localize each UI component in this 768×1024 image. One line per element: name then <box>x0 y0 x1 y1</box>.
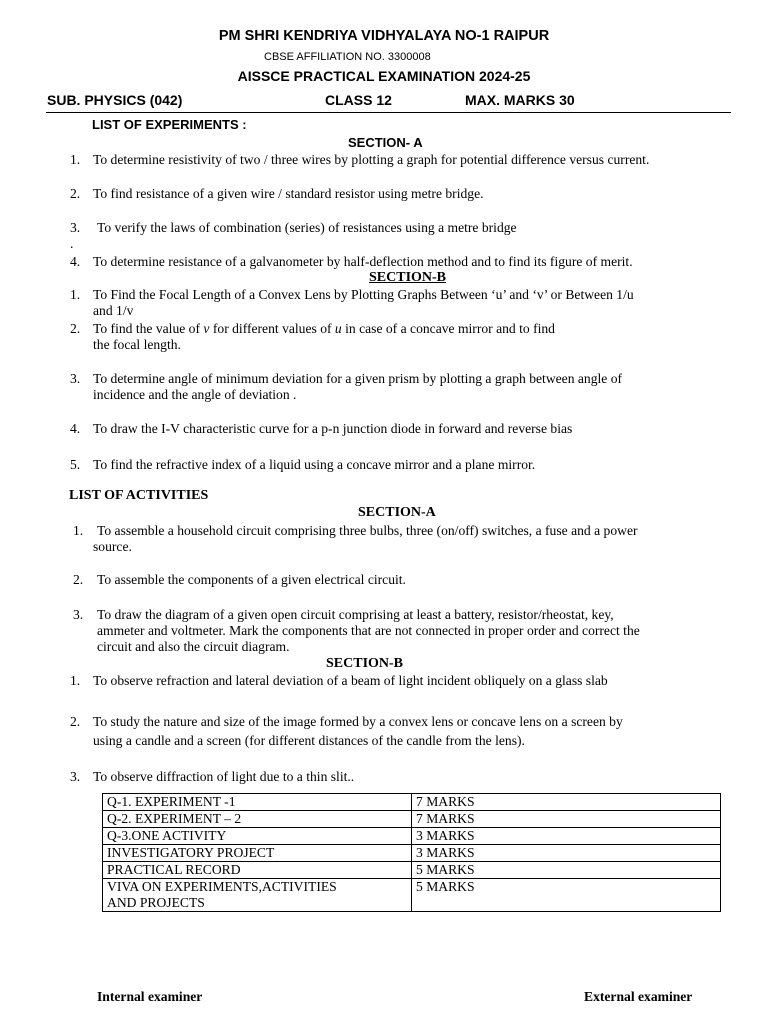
experiments-section-a-title: SECTION- A <box>348 135 423 150</box>
item-text-part: in case of a concave mirror and to find <box>341 321 555 336</box>
item-number: 2. <box>70 321 81 336</box>
item-text: source. <box>93 539 132 554</box>
item-text: To determine resistivity of two / three wires by plotting a graph for potential difference versus current. <box>93 152 650 167</box>
item-text: the focal length. <box>93 337 181 352</box>
subject-label: SUB. PHYSICS (042) <box>47 92 183 108</box>
class-label: CLASS 12 <box>325 92 392 108</box>
table-cell-marks: 5 MARKS <box>412 862 721 879</box>
experiments-heading: LIST OF EXPERIMENTS : <box>92 117 247 132</box>
item-text: To determine angle of minimum deviation for a given prism by plotting a graph between angle of <box>93 371 623 386</box>
item-number: 1. <box>70 152 81 167</box>
item-text: To observe diffraction of light due to a thin slit.. <box>93 769 355 784</box>
table-cell-marks: 3 MARKS <box>412 845 721 862</box>
activities-section-b-title: SECTION-B <box>326 656 404 671</box>
item-number: 1. <box>70 673 81 688</box>
internal-examiner-label: Internal examiner <box>97 989 203 1004</box>
marks-table <box>102 793 721 912</box>
table-row <box>103 811 721 828</box>
list-item <box>73 523 753 557</box>
item-text: and 1/v <box>93 303 134 318</box>
item-text: To find resistance of a given wire / standard resistor using metre bridge. <box>93 186 484 201</box>
list-item <box>70 321 750 355</box>
table-cell-marks: 7 MARKS <box>412 811 721 828</box>
table-cell-item: Q-2. EXPERIMENT – 2 <box>103 811 412 828</box>
list-item <box>70 287 750 321</box>
table-cell-marks: 5 MARKS <box>412 879 721 912</box>
item-text: To observe refraction and lateral deviation of a beam of light incident obliquely on a glass slab <box>93 673 608 688</box>
variable-u: u <box>334 321 342 336</box>
item-text: circuit and also the circuit diagram. <box>97 639 290 654</box>
item-text: To study the nature and size of the image formed by a convex lens or concave lens on a screen by <box>93 714 623 729</box>
exam-title: AISSCE PRACTICAL EXAMINATION 2024-25 <box>237 68 531 84</box>
table-cell-marks: 3 MARKS <box>412 828 721 845</box>
item-number: 1. <box>70 287 81 302</box>
item-text: using a candle and a screen (for different distances of the candle from the lens). <box>93 733 525 748</box>
header-divider <box>46 112 731 113</box>
table-cell-item: Q-1. EXPERIMENT -1 <box>103 794 412 811</box>
variable-v: v <box>203 321 210 336</box>
table-cell-item: PRACTICAL RECORD <box>103 862 412 879</box>
item-number: 3. <box>70 371 81 386</box>
table-cell-marks: 7 MARKS <box>412 794 721 811</box>
affiliation-number: CBSE AFFILIATION NO. 3300008 <box>264 51 431 63</box>
item-text: To Find the Focal Length of a Convex Lens by Plotting Graphs Between ‘u’ and ‘v’ or Between 1/u <box>93 287 634 302</box>
item-number: 3. <box>70 220 81 235</box>
item-text: To find the refractive index of a liquid using a concave mirror and a plane mirror. <box>93 457 536 472</box>
item-number: 2. <box>70 714 81 729</box>
table-row <box>103 879 721 912</box>
item-text-part: for different values of <box>209 321 335 336</box>
item-text: To draw the diagram of a given open circuit comprising at least a battery, resistor/rheostat, key, <box>97 607 614 622</box>
item-text: To determine resistance of a galvanometer by half-deflection method and to find its figure of merit. <box>93 254 633 269</box>
item-number: . <box>70 236 74 251</box>
item-text: To verify the laws of combination (series) of resistances using a metre bridge <box>97 220 517 235</box>
table-row <box>103 845 721 862</box>
item-text-part: To find the value of <box>93 321 204 336</box>
table-cell-line: VIVA ON EXPERIMENTS,ACTIVITIES <box>107 879 337 894</box>
table-cell-item <box>103 879 412 912</box>
item-text: To assemble a household circuit comprising three bulbs, three (on/off) switches, a fuse and a power <box>97 523 638 538</box>
item-number: 4. <box>70 421 81 436</box>
item-number: 3. <box>70 769 81 784</box>
list-item <box>70 371 750 405</box>
item-text: incidence and the angle of deviation . <box>93 387 297 402</box>
table-row <box>103 794 721 811</box>
table-cell-line: AND PROJECTS <box>107 895 205 910</box>
school-name: PM SHRI KENDRIYA VIDHYALAYA NO-1 RAIPUR <box>218 28 550 44</box>
item-text <box>93 321 555 338</box>
item-number: 5. <box>70 457 81 472</box>
activities-section-a-title: SECTION-A <box>358 505 436 520</box>
experiments-section-b-title: SECTION-B <box>369 270 447 285</box>
item-number: 4. <box>70 254 81 269</box>
table-cell-item: Q-3.ONE ACTIVITY <box>103 828 412 845</box>
item-text: To draw the I-V characteristic curve for a p-n junction diode in forward and reverse bias <box>93 421 573 436</box>
item-number: 2. <box>70 186 81 201</box>
max-marks-label: MAX. MARKS 30 <box>465 92 575 108</box>
item-text: To assemble the components of a given electrical circuit. <box>97 572 406 587</box>
item-number: 3. <box>73 607 84 622</box>
list-item <box>73 607 753 657</box>
table-row <box>103 862 721 879</box>
table-cell-item: INVESTIGATORY PROJECT <box>103 845 412 862</box>
activities-heading: LIST OF ACTIVITIES <box>69 488 209 503</box>
table-row <box>103 828 721 845</box>
item-number: 1. <box>73 523 84 538</box>
item-text: ammeter and voltmeter. Mark the components that are not connected in proper order and correct the <box>97 623 640 638</box>
item-number: 2. <box>73 572 84 587</box>
list-item <box>70 712 750 750</box>
external-examiner-label: External examiner <box>584 989 693 1004</box>
